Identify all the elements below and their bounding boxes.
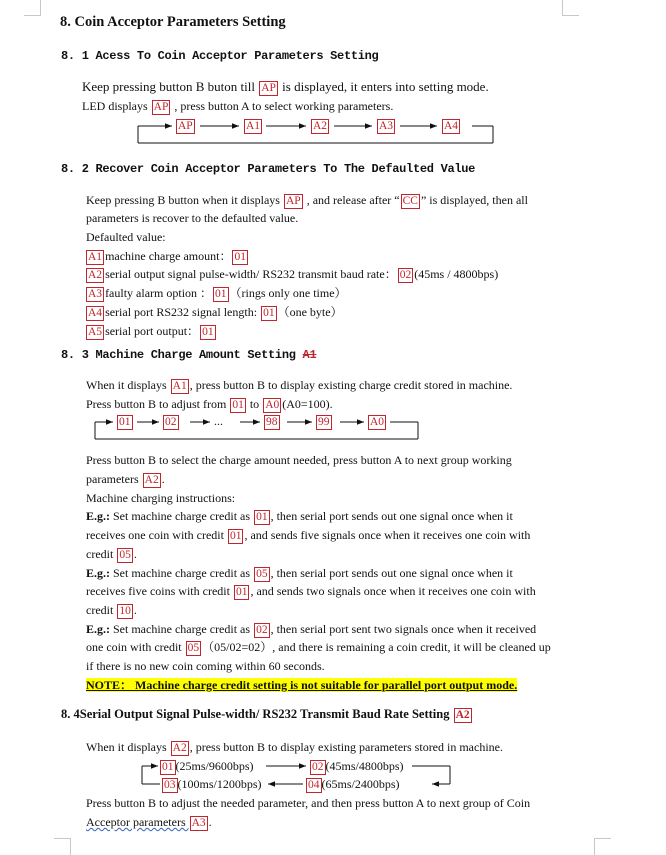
default-row: A4 serial port RS232 signal length: 01 （one byte） — [88, 305, 343, 319]
s81-flow-arrows — [138, 126, 493, 143]
flow-box-a3: A3 — [379, 120, 394, 132]
example-1c: credit 05 . — [86, 547, 137, 561]
code-box: AP — [153, 101, 169, 113]
s84-line-1: When it displays A2 , press button B to display existing parameters stored in machine. — [86, 740, 503, 754]
flow-box-a2: A2 — [313, 120, 328, 132]
option-row: 01 (25ms/9600bps) — [162, 759, 254, 773]
example-3b: one coin with credit 05 （05/02=02）, and there is remaining a coin credit, it will be cleaned up — [86, 640, 551, 654]
option-row: 03 (100ms/1200bps) — [164, 777, 262, 791]
s84-option-arrows — [142, 766, 450, 784]
s82-line-1: Keep pressing B button when it displays AP , and release after “ CC ” is displayed, then all — [86, 193, 528, 207]
flow-box: 99 — [318, 416, 330, 428]
code-box: AP — [261, 82, 276, 94]
example-1: E.g.: Set machine charge credit as 01 , then serial port sends out one signal once when it — [86, 509, 513, 523]
s82-line-3: Defaulted value: — [86, 230, 166, 244]
s81-line-1: Keep pressing button B buton till AP is displayed, it enters into setting mode. — [82, 79, 489, 94]
note-highlight: NOTE： Machine charge credit setting is not suitable for parallel port output mode. — [86, 678, 518, 692]
s84-para-1: Press button B to adjust the needed parameter, and then press button A to next group of Coin — [86, 796, 531, 810]
default-row: A5 serial port output： 01 — [88, 324, 214, 338]
title-code: A1 — [302, 348, 317, 362]
section-8-4-title: 8. 4Serial Output Signal Pulse-width/ RS232 Transmit Baud Rate Setting A2 — [61, 707, 470, 721]
example-2c: credit 10 . — [86, 603, 137, 617]
default-row: A1 machine charge amount： 01 — [88, 249, 246, 263]
example-2b: receives five coins with credit 01 , and sends two signals once when it receives one coin with — [86, 584, 536, 598]
default-row: A3 faulty alarm option ： 01 （rings only one time） — [88, 286, 347, 300]
section-8-title: 8. Coin Acceptor Parameters Setting — [60, 14, 286, 30]
s84-para-1b: Acceptor parameters A3 . — [86, 815, 212, 829]
code-box: CC — [402, 195, 418, 207]
flow-box: A0 — [370, 416, 385, 428]
option-row: 02 (45ms/4800bps) — [312, 759, 404, 773]
flow-box-a4: A4 — [444, 120, 459, 132]
option-row: 04 (65ms/2400bps) — [308, 777, 400, 791]
example-1b: receives one coin with credit 01 , and sends five signals once when it receives one coin with — [86, 528, 531, 542]
example-2: E.g.: Set machine charge credit as 05 , then serial port sends out one signal once when it — [86, 566, 513, 580]
section-8-1-title: 8. 1 Acess To Coin Acceptor Parameters Setting — [61, 49, 379, 63]
example-3: E.g.: Set machine charge credit as 02 , then serial port sent two signals once when it received — [86, 622, 537, 636]
example-3c: if there is no new coin coming within 60 seconds. — [86, 659, 325, 673]
flow-ellipsis: ... — [214, 414, 223, 428]
flow-box: 02 — [165, 416, 177, 428]
s83-para-1b: parameters A2 . — [86, 472, 165, 486]
s83-flow-arrows — [95, 422, 418, 439]
flow-box-a1: A1 — [246, 120, 261, 132]
s81-line-2: LED displays AP , press button A to select working parameters. — [82, 99, 394, 113]
s83-line-2: Press button B to adjust from 01 to A0 (A0=100). — [86, 397, 333, 411]
s82-line-2: parameters is recover to the defaulted value. — [86, 211, 299, 225]
s83-line-1: When it displays A1 , press button B to display existing charge credit stored in machine. — [86, 378, 513, 392]
flow-box-ap: AP — [178, 120, 193, 132]
title-code: A2 — [455, 709, 470, 721]
section-8-3-title: 8. 3 Machine Charge Amount Setting A1 — [61, 348, 317, 362]
default-row: A2 serial output signal pulse-width/ RS232 transmit baud rate： 02 (45ms / 4800bps) — [88, 267, 499, 281]
code-box: AP — [285, 195, 301, 207]
s83-para-1: Press button B to select the charge amount needed, press button A to next group working — [86, 453, 512, 467]
s83-para-2: Machine charging instructions: — [86, 491, 236, 505]
section-8-2-title: 8. 2 Recover Coin Acceptor Parameters To The Defaulted Value — [61, 162, 476, 176]
flow-box: 98 — [266, 416, 278, 428]
flow-box: 01 — [119, 416, 131, 428]
